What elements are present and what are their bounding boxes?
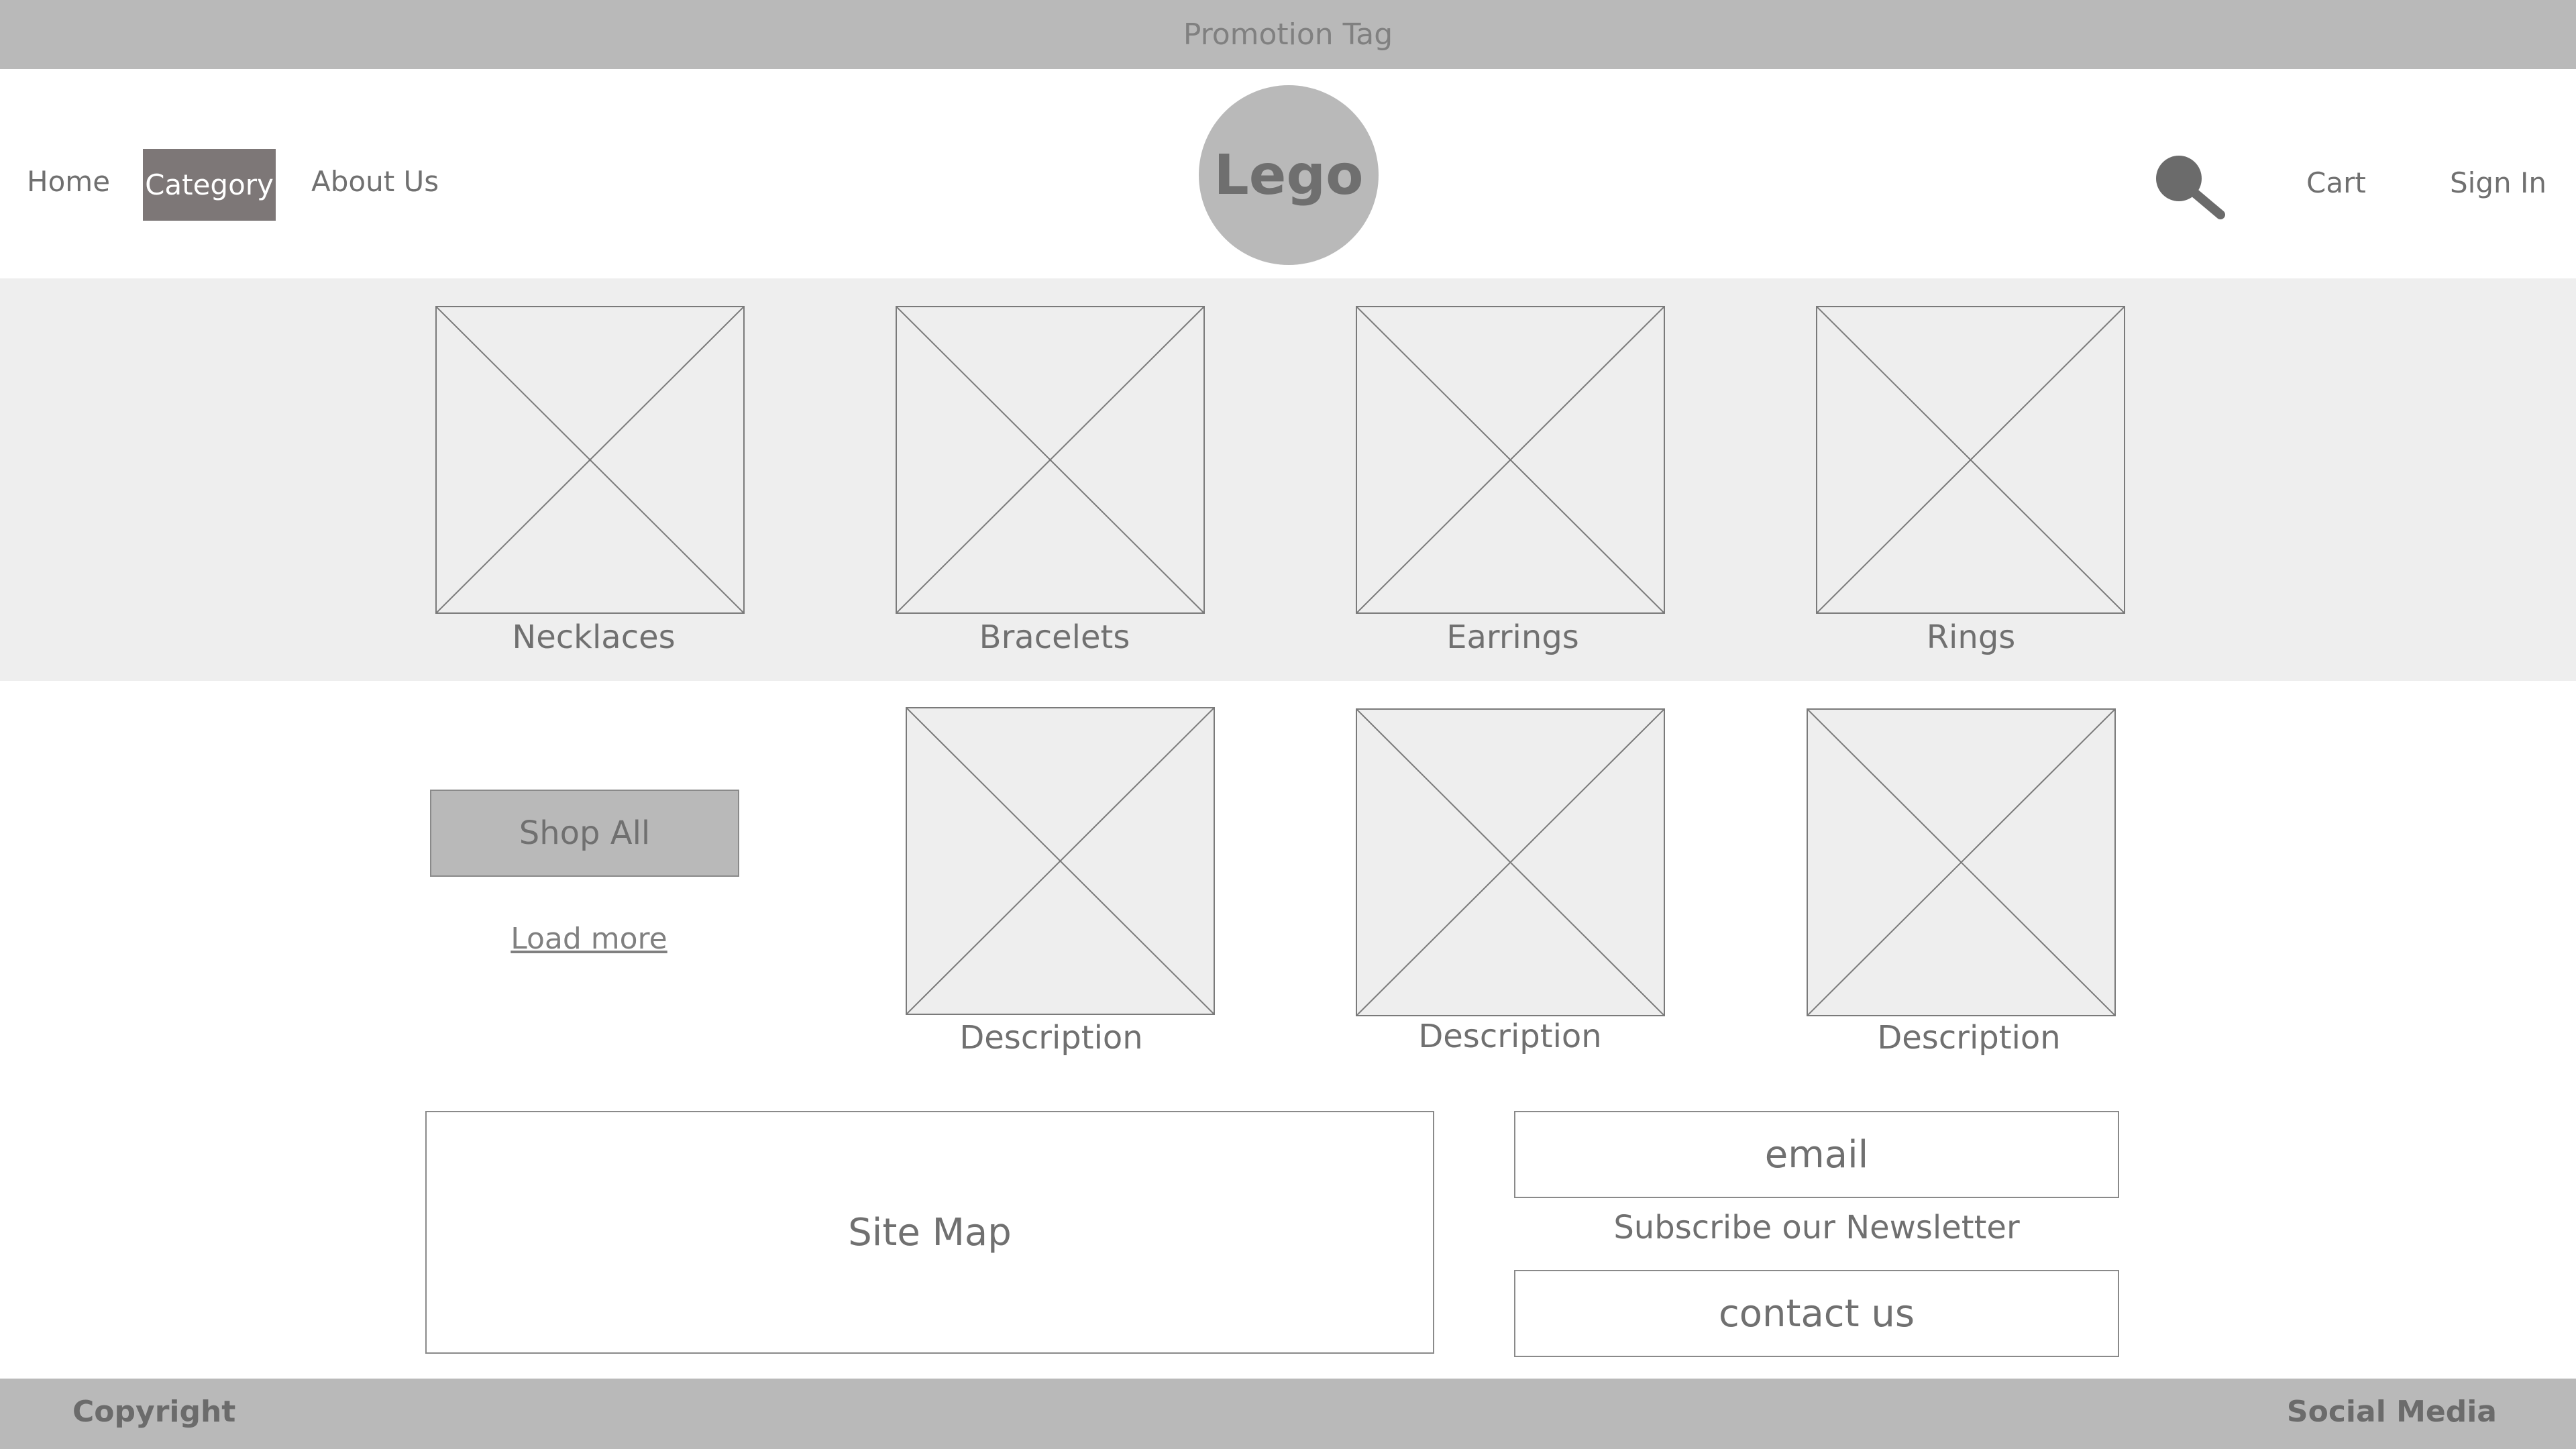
- image-placeholder-icon: [437, 307, 743, 612]
- newsletter-label: Subscribe our Newsletter: [1613, 1209, 2020, 1246]
- copyright-text: Copyright: [72, 1395, 236, 1429]
- product-description[interactable]: Description: [959, 1019, 1143, 1057]
- image-placeholder-icon: [897, 307, 1203, 612]
- site-map-box[interactable]: [425, 1111, 1434, 1354]
- product-description[interactable]: Description: [1877, 1019, 2061, 1057]
- image-placeholder-icon: [1357, 307, 1664, 612]
- contact-us-button[interactable]: [1514, 1270, 2119, 1357]
- product-image[interactable]: [906, 707, 1215, 1015]
- nav-home-link[interactable]: Home: [27, 164, 111, 198]
- category-section: [0, 278, 2576, 681]
- site-map-label: Site Map: [848, 1210, 1012, 1254]
- search-icon-graphic: [2153, 153, 2227, 220]
- email-placeholder: email: [1764, 1132, 1869, 1177]
- bottom-bar: [0, 1379, 2576, 1449]
- logo-text: Lego: [1214, 143, 1364, 207]
- category-label-earrings[interactable]: Earrings: [1446, 619, 1579, 656]
- category-label-rings[interactable]: Rings: [1926, 619, 2016, 656]
- category-label-necklaces[interactable]: Necklaces: [512, 619, 676, 656]
- category-image-necklaces[interactable]: [435, 306, 745, 614]
- load-more-link[interactable]: Load more: [511, 922, 667, 956]
- image-placeholder-icon: [1817, 307, 2124, 612]
- image-placeholder-icon: [1808, 710, 2114, 1015]
- nav-about-link[interactable]: About Us: [311, 164, 439, 198]
- cart-link[interactable]: Cart: [2306, 166, 2366, 199]
- product-description[interactable]: Description: [1418, 1018, 1602, 1055]
- logo[interactable]: [1199, 85, 1379, 265]
- promotion-tag[interactable]: Promotion Tag: [1183, 17, 1393, 52]
- sign-in-link[interactable]: Sign In: [2450, 166, 2546, 199]
- image-placeholder-icon: [907, 708, 1214, 1014]
- shop-all-button[interactable]: Shop All: [430, 790, 739, 877]
- category-image-earrings[interactable]: [1356, 306, 1665, 614]
- contact-us-label: contact us: [1718, 1291, 1915, 1336]
- image-placeholder-icon: [1357, 710, 1664, 1015]
- search-icon[interactable]: [2153, 153, 2227, 220]
- email-field[interactable]: [1514, 1111, 2119, 1198]
- category-label-bracelets[interactable]: Bracelets: [979, 619, 1130, 656]
- product-image[interactable]: [1807, 708, 2116, 1016]
- product-image[interactable]: [1356, 708, 1665, 1016]
- category-image-rings[interactable]: [1816, 306, 2125, 614]
- category-image-bracelets[interactable]: [896, 306, 1205, 614]
- nav-category-link[interactable]: Category: [143, 149, 276, 221]
- social-media-link[interactable]: Social Media: [2286, 1395, 2497, 1429]
